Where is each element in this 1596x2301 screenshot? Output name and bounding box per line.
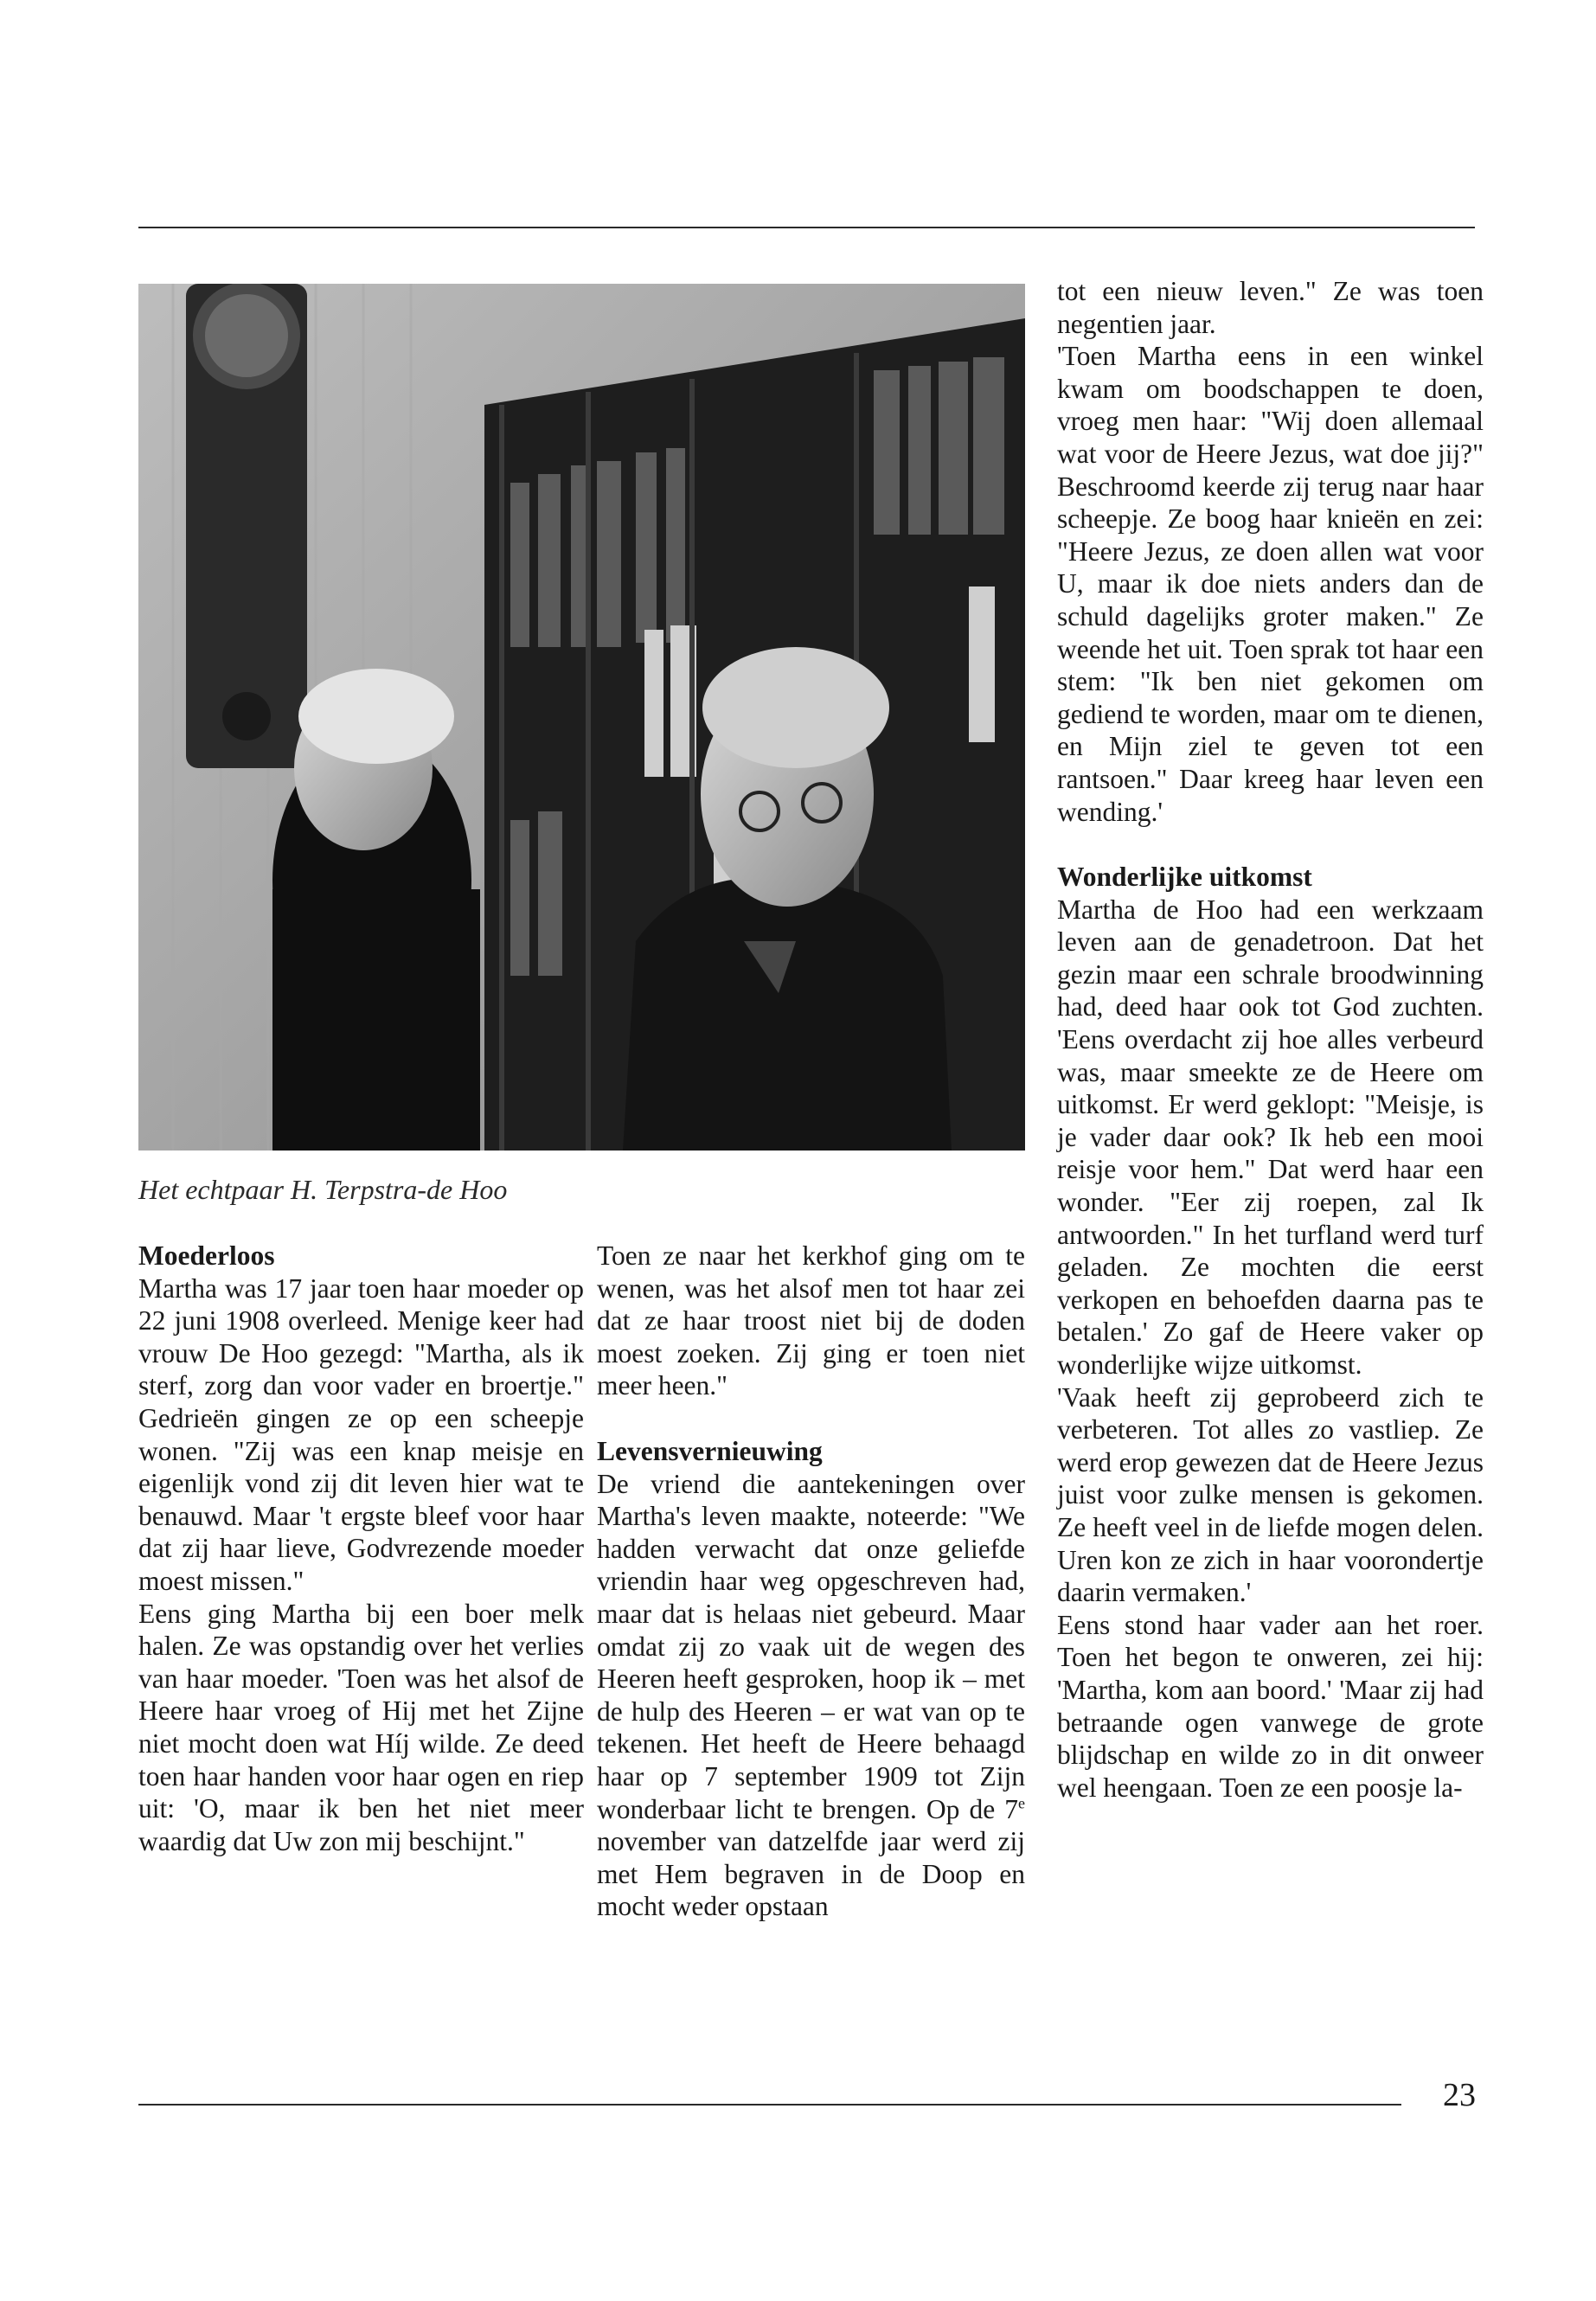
page-number: 23: [1443, 2077, 1476, 2113]
couple-photo: [138, 284, 1025, 1150]
wall-clock: [186, 284, 307, 768]
paragraph: tot een nieuw leven." Ze was toen negentien jaar.: [1057, 276, 1484, 339]
top-rule: [138, 227, 1475, 228]
paragraph: Eens stond haar vader aan het roer. Toen het begon te onweren, zei hij: 'Martha, kom aan boord.' 'Maar zij had betraande ogen vanwege de grote blijdschap en wilde zo in dit onweer wel heengaan. Toen ze een poosje la-: [1057, 1609, 1484, 1803]
text-column-2: [597, 1240, 1025, 1923]
paragraph-text: De vriend die aantekeningen over Martha's leven maakte, noteerde: "We hadden verwacht dat onze geliefde vriendin haar weg opgeschreven had, maar dat is helaas niet gebeurd. Maar omdat zij zo vaak uit de wegen des Heeren heeft gesproken, hoop ik – met de hulp des Heeren – er wat van op te tekenen. Het heeft de Heere behaagd haar op 7 september 1909 tot Zijn wonderbaar licht te brengen. Op de 7: [597, 1468, 1025, 1824]
paragraph: Toen ze naar het kerkhof ging om te wenen, was het alsof men tot haar zei dat ze haar troost niet bij de doden moest zoeken. Zij ging er toen niet meer heen.": [597, 1240, 1025, 1401]
paragraph-text: november van datzelfde jaar werd zij met Hem begraven in de Doop en mocht weder opstaan: [597, 1826, 1025, 1922]
section-heading-wonderlijke-uitkomst: Wonderlijke uitkomst: [1057, 862, 1312, 893]
section-heading-moederloos: Moederloos: [138, 1240, 275, 1271]
paragraph: 'Toen Martha eens in een winkel kwam om boodschappen te doen, vroeg men haar: "Wij doen allemaal wat voor de Heere Jezus, wat doe jij?" Beschroomd keerde zij terug naar haar scheepje. Ze boog haar knieën en zei: "Heere Jezus, ze doen allen wat voor U, maar ik doe niets anders dan de schuld dagelijks groter maken." Ze weende het uit. Toen sprak tot haar een stem: "Ik ben niet gekomen om gediend te worden, maar om te dienen, en Mijn ziel te geven tot een rantsoen." Daar kreeg haar leven een wending.': [1057, 341, 1484, 827]
paragraph: Martha de Hoo had een werkzaam leven aan de genadetroon. Dat het gezin maar een schrale broodwinning had, deed haar ook tot God zuchten. 'Eens overdacht zij hoe alles verbeurd was, maar smeekte ze de Heere om uitkomst. Er werd geklopt: "Meisje, is je vader daar ook? Ik heb een mooi reisje voor hem." Dat werd haar een wonder. "Eer zij roepen, zal Ik antwoorden." In het turfland werd turf geladen. Ze mochten die eerst verkopen en behoefden daarna pas te betalen.' Zo gaf de Heere vaker op wonderlijke wijze uitkomst.: [1057, 894, 1484, 1380]
paragraph: Eens ging Martha bij een boer melk halen. Ze was opstandig over het verlies van haar moeder. 'Toen was het alsof de Heere haar vroeg of Hij met het Zijne niet mocht doen wat Híj wilde. Ze deed toen haar handen voor haar ogen en riep uit: 'O, maar ik ben het niet meer waardig dat Uw zon mij beschijnt.": [138, 1598, 584, 1856]
section-heading-levensvernieuwing: Levensvernieuwing: [597, 1435, 823, 1466]
text-column-3: [1057, 275, 1484, 1804]
paragraph: Martha was 17 jaar toen haar moeder op 22 juni 1908 overleed. Menige keer had vrouw De Hoo gezegd: "Martha, als ik sterf, zorg dan voor vader en broertje." Gedrieën gingen ze op een scheepje wonen. "Zij was een knap meisje en eigenlijk vond zij dit leven hier wat te benauwd. Maar 't ergste bleef voor haar dat zij haar lieve, Godvrezende moeder moest missen.": [138, 1272, 584, 1596]
photo-illustration: [138, 284, 1025, 1150]
superscript: e: [1018, 1794, 1025, 1811]
text-column-1: [138, 1240, 584, 1857]
paragraph: 'Vaak heeft zij geprobeerd zich te verbeteren. Tot alles zo vastliep. Ze werd erop gewezen dat de Heere Jezus juist voor zulke mensen is gekomen. Ze heeft veel in de liefde mogen delen. Uren kon ze zich in haar voorondertje daarin vermaken.': [1057, 1381, 1484, 1608]
paragraph: [597, 1468, 1025, 1923]
photo-caption: Het echtpaar H. Terpstra-de Hoo: [138, 1174, 508, 1205]
bottom-rule: [138, 2104, 1401, 2106]
